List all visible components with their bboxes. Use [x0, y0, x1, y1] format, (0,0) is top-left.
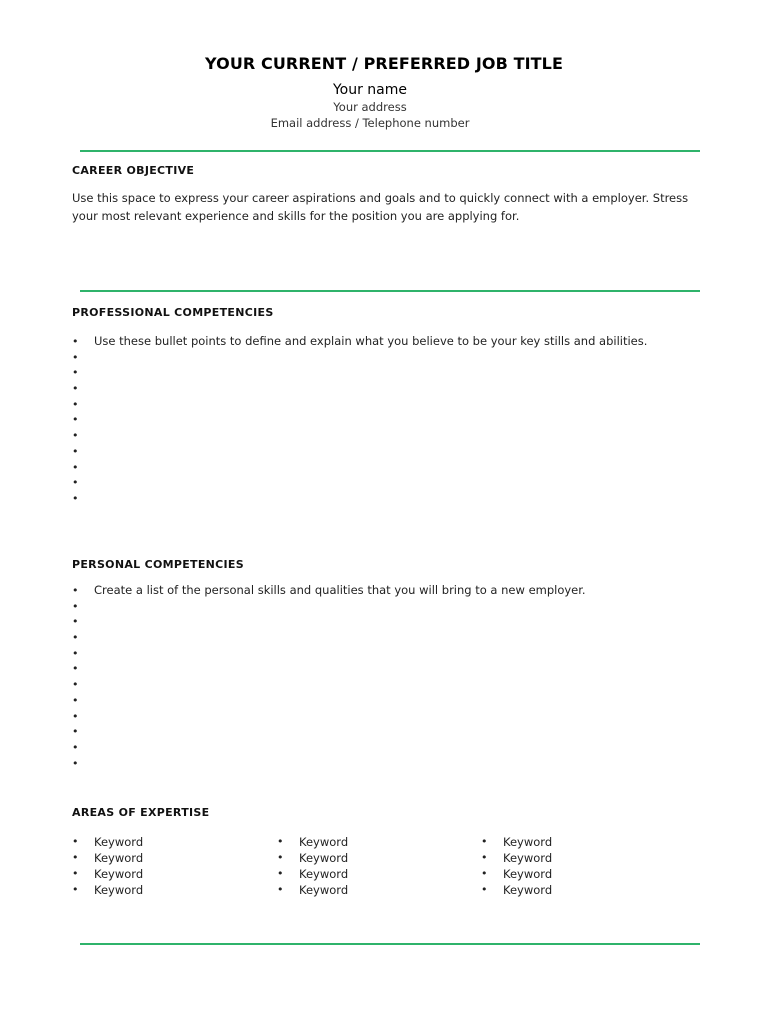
bullet-icon: • — [481, 883, 488, 896]
keyword-text: Keyword — [503, 835, 553, 849]
bullet-icon: • — [72, 599, 79, 613]
bullet-item — [72, 412, 712, 428]
bullet-text: Use these bullet points to define and explain what you believe to be your key stills and abilities. — [94, 334, 648, 348]
personal-competencies-heading: PERSONAL COMPETENCIES — [72, 558, 244, 571]
bullet-item — [72, 646, 712, 662]
bullet-item — [72, 599, 712, 615]
bullet-icon: • — [72, 693, 79, 707]
keyword-text: Keyword — [299, 867, 349, 881]
bullet-item — [72, 350, 712, 366]
bullet-icon: • — [72, 429, 79, 443]
bullet-item — [72, 709, 712, 725]
keyword-text: Keyword — [94, 867, 144, 881]
bullet-icon: • — [72, 725, 79, 739]
bullet-item — [72, 491, 712, 507]
bullet-icon: • — [72, 678, 79, 692]
bullet-item — [72, 583, 712, 599]
keyword-text: Keyword — [94, 835, 144, 849]
bullet-icon: • — [277, 851, 284, 864]
bullet-icon: • — [277, 883, 284, 896]
keyword-text: Keyword — [299, 851, 349, 865]
bullet-icon: • — [72, 491, 79, 505]
bullet-icon: • — [72, 444, 79, 458]
bullet-icon: • — [72, 413, 79, 427]
bullet-icon: • — [481, 867, 488, 880]
professional-competencies-list — [72, 334, 712, 507]
bullet-item — [72, 756, 712, 772]
bullet-icon: • — [481, 835, 488, 848]
divider-bottom — [80, 943, 700, 945]
career-objective-heading: CAREER OBJECTIVE — [72, 164, 195, 177]
bullet-icon: • — [72, 382, 79, 396]
professional-competencies-heading: PROFESSIONAL COMPETENCIES — [72, 306, 274, 319]
bullet-icon: • — [72, 709, 79, 723]
divider-middle — [80, 290, 700, 292]
bullet-item — [72, 460, 712, 476]
bullet-icon: • — [72, 740, 79, 754]
keyword-text: Keyword — [94, 883, 144, 897]
keyword-text: Keyword — [503, 867, 553, 881]
bullet-icon: • — [72, 756, 79, 770]
bullet-icon: • — [72, 883, 79, 896]
bullet-icon: • — [72, 646, 79, 660]
divider-top — [80, 150, 700, 152]
bullet-icon: • — [277, 835, 284, 848]
bullet-icon: • — [72, 584, 79, 597]
bullet-icon: • — [72, 631, 79, 645]
keyword-text: Keyword — [503, 883, 553, 897]
career-objective-text: Use this space to express your career aspirations and goals and to quickly connect with a employer. Stress your most relevant experience and skills for the position you are applying for. — [72, 191, 689, 223]
bullet-item — [72, 381, 712, 397]
bullet-item — [72, 397, 712, 413]
bullet-item — [72, 740, 712, 756]
bullet-icon: • — [72, 476, 79, 490]
bullet-icon: • — [72, 851, 79, 864]
keyword-text: Keyword — [94, 851, 144, 865]
areas-of-expertise-heading: AREAS OF EXPERTISE — [72, 806, 210, 819]
bullet-item — [72, 428, 712, 444]
personal-competencies-list — [72, 583, 712, 771]
bullet-item — [72, 677, 712, 693]
bullet-icon: • — [481, 851, 488, 864]
bullet-icon: • — [72, 397, 79, 411]
bullet-item — [72, 661, 712, 677]
bullet-item — [72, 334, 712, 350]
bullet-item — [72, 724, 712, 740]
bullet-icon: • — [72, 460, 79, 474]
bullet-icon: • — [72, 350, 79, 364]
bullet-icon: • — [72, 366, 79, 380]
bullet-icon: • — [277, 867, 284, 880]
bullet-item — [72, 693, 712, 709]
bullet-item — [72, 365, 712, 381]
bullet-item — [72, 630, 712, 646]
keyword-text: Keyword — [503, 851, 553, 865]
keyword-text: Keyword — [299, 835, 349, 849]
keyword-text: Keyword — [299, 883, 349, 897]
bullet-icon: • — [72, 615, 79, 629]
contact-line: Email address / Telephone number — [270, 116, 470, 130]
your-name: Your name — [332, 82, 408, 98]
bullet-icon: • — [72, 835, 79, 848]
bullet-icon: • — [72, 335, 79, 348]
bullet-item — [72, 614, 712, 630]
bullet-item — [72, 475, 712, 491]
bullet-icon: • — [72, 867, 79, 880]
bullet-text: Create a list of the personal skills and qualities that you will bring to a new employer. — [94, 583, 586, 597]
address-line: Your address — [333, 100, 407, 114]
bullet-icon: • — [72, 662, 79, 676]
job-title: YOUR CURRENT / PREFERRED JOB TITLE — [205, 54, 563, 73]
bullet-item — [72, 444, 712, 460]
